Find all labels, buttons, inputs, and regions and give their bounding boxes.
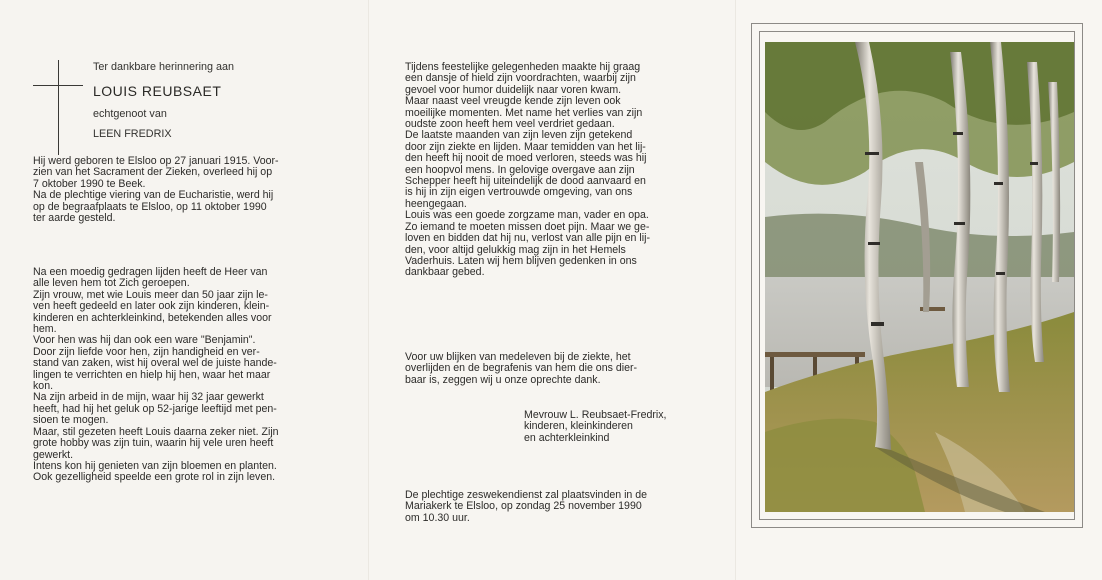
lake-birch-photo <box>765 42 1074 512</box>
life-story-continued: Tijdens feestelijke gelegenheden maakte hij graag een dansje of hield zijn voordrachten, waarbij zijn gevoel voor humor duidelijk naar voren kwam. Maar naast veel vreugde kende zijn leven ook moeilijke momenten. Met name het verlies van zijn oudste zoon heeft hem veel verdriet gedaan. De laatste maanden van zijn leven zijn getekend door zijn ziekte en lijden. Maar temidden van het lij- den heeft hij nooit de moed verloren, steeds was hij een hoopvol mens. In gelovige overgave aan zijn Schepper heeft hij uiteindelijk de dood aanvaard en is hij in zijn eigen vertrouwde omgeving, van ons heengegaan. Louis was een goede zorgzame man, vader en opa. Zo iemand te moeten missen doet pijn. Maar we ge- loven en bidden dat hij nu, verlost van alle pijn en lij- den, voor altijd gelukkig mag zijn in het Hemels Vaderhuis. Laten wij hem blijven gedenken in ons dankbaar gebed. <box>405 61 650 279</box>
life-story-paragraph: Na een moedig gedragen lijden heeft de Heer van alle leven hem tot Zich geroepen. Zijn vrouw, met wie Louis meer dan 50 jaar zijn le- ven heeft gedeeld en later ook zijn kinderen, klein- kinderen en achterkleinkind, betekenden alles voor hem. Voor hen was hij dan ook een ware "Benjamin". Door zijn liefde voor hen, zijn handigheid en ver- stand van zaken, wist hij overal wel de juiste hande- lingen te verrichten en hielp hij hen, waar het maar kon. Na zijn arbeid in de mijn, waar hij 32 jaar gewerkt heeft, had hij het geluk op 52-jarige leeftijd met pen- sioen te mogen. Maar, stil gezeten heeft Louis daarna zeker niet. Zijn grote hobby was zijn tuin, waarin hij vele uren heeft gewerkt. Intens kon hij genieten van zijn bloemen en planten. Ook gezelligheid speelde een grote rol in zijn leven. <box>33 266 279 484</box>
cross-icon-vertical <box>58 60 59 155</box>
birth-death-paragraph: Hij werd geboren te Elsloo op 27 januari 1915. Voor- zien van het Sacrament der Zieken, overleed hij op 7 oktober 1990 te Beek. Na de plechtige viering van de Eucharistie, werd hij op de begraafplaats te Elsloo, op 11 oktober 1990 ter aarde gesteld. <box>33 155 279 225</box>
intro-text: Ter dankbare herinnering aan <box>93 61 235 73</box>
thanks-paragraph: Voor uw blijken van medeleven bij de ziekte, het overlijden en de begrafenis van hem die ons dier- baar is, zeggen wij u onze oprechte dank. <box>405 351 638 386</box>
deceased-name: LOUIS REUBSAET <box>93 83 222 99</box>
family-signature: Mevrouw L. Reubsaet-Fredrix, kinderen, kleinkinderen en achterkleinkind <box>524 409 667 444</box>
cross-icon-horizontal <box>33 85 83 86</box>
spouse-label: echtgenoot van <box>93 108 167 120</box>
memorial-service-paragraph: De plechtige zeswekendienst zal plaatsvinden in de Mariakerk te Elsloo, op zondag 25 november 1990 om 10.30 uur. <box>405 489 648 524</box>
spouse-name: LEEN FREDRIX <box>93 128 172 140</box>
